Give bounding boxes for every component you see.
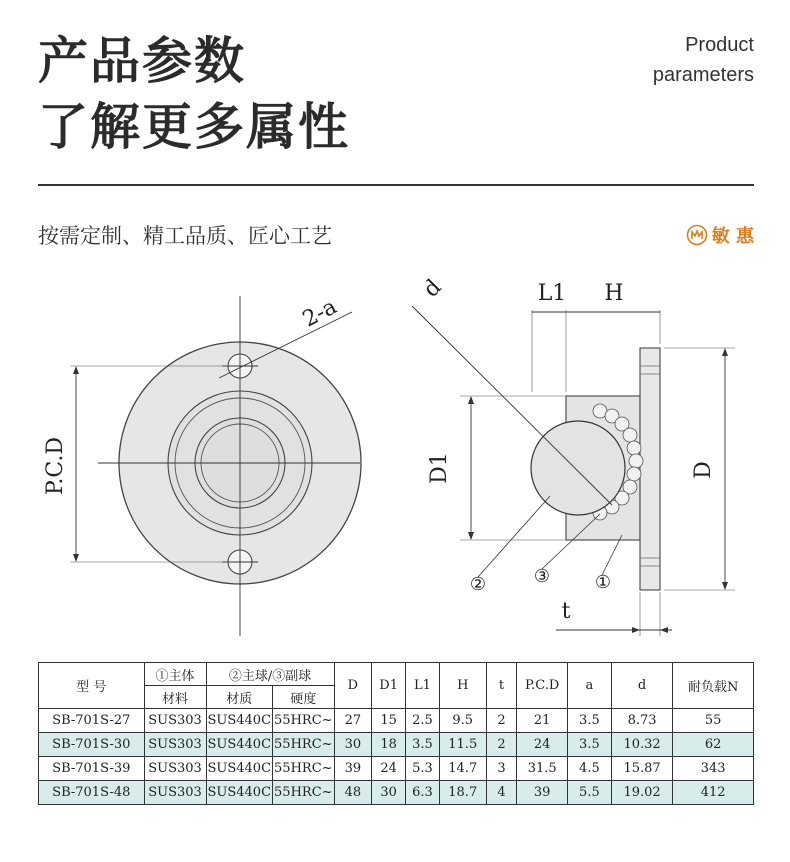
page-title bbox=[38, 28, 350, 160]
cell-d1: 24 bbox=[372, 757, 406, 781]
table-header-row bbox=[39, 663, 754, 686]
front-view bbox=[43, 294, 361, 636]
col-pcd: P.C.D bbox=[517, 663, 568, 709]
cell-t: 2 bbox=[486, 709, 517, 733]
col-t: t bbox=[486, 663, 517, 709]
cell-ball: SUS440C bbox=[206, 733, 273, 757]
cell-load: 343 bbox=[673, 757, 754, 781]
side-view bbox=[412, 275, 735, 636]
cell-h: 11.5 bbox=[439, 733, 486, 757]
part-3-label: ③ bbox=[533, 566, 551, 587]
cell-l1: 3.5 bbox=[406, 733, 440, 757]
cell-l1: 2.5 bbox=[406, 709, 440, 733]
part-1-label: ① bbox=[594, 572, 612, 593]
col-a: a bbox=[568, 663, 612, 709]
hole-label: 2-a bbox=[298, 294, 342, 333]
col-quality: 材质 bbox=[206, 686, 273, 709]
table-row bbox=[39, 733, 754, 757]
title-english bbox=[653, 30, 754, 90]
cell-load: 55 bbox=[673, 709, 754, 733]
cell-load: 412 bbox=[673, 781, 754, 805]
cell-body: SUS303 bbox=[144, 733, 206, 757]
cell-a: 3.5 bbox=[568, 709, 612, 733]
cell-hardness: 55HRC~ bbox=[273, 781, 335, 805]
subtitle: 按需定制、精工品质、匠心工艺 bbox=[38, 224, 332, 248]
cell-ball-dia: 10.32 bbox=[611, 733, 673, 757]
col-model: 型 号 bbox=[39, 663, 145, 709]
cell-ball: SUS440C bbox=[206, 709, 273, 733]
brand-logo bbox=[686, 222, 754, 248]
col-d: D bbox=[334, 663, 372, 709]
cell-d: 27 bbox=[334, 709, 372, 733]
cell-hardness: 55HRC~ bbox=[273, 733, 335, 757]
col-ball: ②主球/③副球 bbox=[206, 663, 334, 686]
h-label: H bbox=[604, 281, 624, 306]
cell-t: 4 bbox=[486, 781, 517, 805]
col-material: 材料 bbox=[144, 686, 206, 709]
cell-pcd: 31.5 bbox=[517, 757, 568, 781]
cell-pcd: 21 bbox=[517, 709, 568, 733]
col-load: 耐负载N bbox=[673, 663, 754, 709]
ball-dia-label: d bbox=[418, 274, 447, 303]
table-row bbox=[39, 757, 754, 781]
l1-label: L1 bbox=[537, 281, 567, 306]
table-row bbox=[39, 781, 754, 805]
cell-l1: 5.3 bbox=[406, 757, 440, 781]
cell-load: 62 bbox=[673, 733, 754, 757]
cell-d: 30 bbox=[334, 733, 372, 757]
cell-l1: 6.3 bbox=[406, 781, 440, 805]
pcd-label: P.C.D bbox=[43, 436, 68, 496]
technical-drawing bbox=[0, 270, 790, 650]
brand-icon bbox=[686, 224, 708, 246]
d1-label: D1 bbox=[427, 452, 452, 484]
cell-ball-dia: 19.02 bbox=[611, 781, 673, 805]
cell-ball-dia: 8.73 bbox=[611, 709, 673, 733]
cell-d: 48 bbox=[334, 781, 372, 805]
table-row bbox=[39, 709, 754, 733]
cell-d1: 30 bbox=[372, 781, 406, 805]
title-line-2: 了解更多属性 bbox=[38, 98, 350, 156]
cell-body: SUS303 bbox=[144, 781, 206, 805]
cell-a: 4.5 bbox=[568, 757, 612, 781]
cell-hardness: 55HRC~ bbox=[273, 709, 335, 733]
col-l1: L1 bbox=[406, 663, 440, 709]
cell-ball: SUS440C bbox=[206, 757, 273, 781]
part-2-label: ② bbox=[469, 574, 487, 595]
header-divider bbox=[38, 184, 754, 186]
col-ball-dia: d bbox=[611, 663, 673, 709]
cell-body: SUS303 bbox=[144, 709, 206, 733]
cell-a: 5.5 bbox=[568, 781, 612, 805]
cell-pcd: 39 bbox=[517, 781, 568, 805]
outer-dia-label: D bbox=[691, 461, 716, 479]
title-line-1: 产品参数 bbox=[38, 32, 246, 90]
spec-table bbox=[38, 662, 754, 805]
cell-body: SUS303 bbox=[144, 757, 206, 781]
title-en-line-1: Product bbox=[685, 34, 754, 56]
cell-ball-dia: 15.87 bbox=[611, 757, 673, 781]
cell-h: 14.7 bbox=[439, 757, 486, 781]
col-hardness: 硬度 bbox=[273, 686, 335, 709]
cell-t: 3 bbox=[486, 757, 517, 781]
cell-model: SB-701S-48 bbox=[39, 781, 145, 805]
cell-d1: 15 bbox=[372, 709, 406, 733]
col-h: H bbox=[439, 663, 486, 709]
brand-name: 敏 惠 bbox=[711, 226, 754, 247]
cell-t: 2 bbox=[486, 733, 517, 757]
cell-a: 3.5 bbox=[568, 733, 612, 757]
cell-ball: SUS440C bbox=[206, 781, 273, 805]
cell-pcd: 24 bbox=[517, 733, 568, 757]
cell-hardness: 55HRC~ bbox=[273, 757, 335, 781]
cell-d1: 18 bbox=[372, 733, 406, 757]
cell-h: 9.5 bbox=[439, 709, 486, 733]
col-body: ①主体 bbox=[144, 663, 206, 686]
cell-model: SB-701S-27 bbox=[39, 709, 145, 733]
cell-h: 18.7 bbox=[439, 781, 486, 805]
cell-d: 39 bbox=[334, 757, 372, 781]
cell-model: SB-701S-30 bbox=[39, 733, 145, 757]
title-en-line-2: parameters bbox=[652, 64, 754, 86]
t-label: t bbox=[561, 599, 571, 624]
col-d1: D1 bbox=[372, 663, 406, 709]
cell-model: SB-701S-39 bbox=[39, 757, 145, 781]
